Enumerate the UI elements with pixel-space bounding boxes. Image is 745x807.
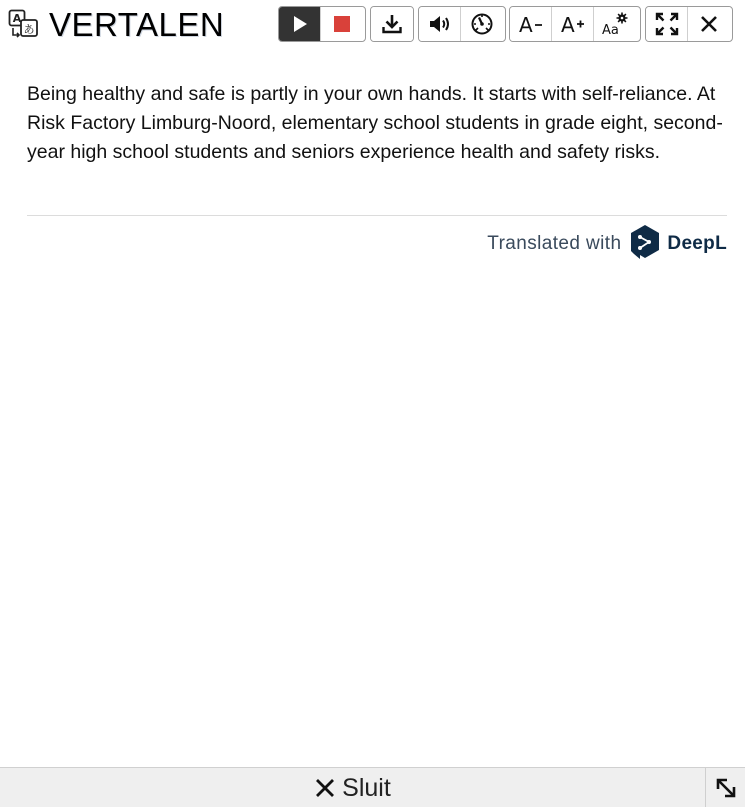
fullscreen-icon (655, 12, 679, 36)
download-button[interactable] (371, 7, 413, 41)
stop-icon (333, 15, 351, 33)
window-group (645, 6, 733, 42)
volume-icon (428, 13, 452, 35)
download-icon (381, 13, 403, 35)
svg-text:Aa: Aa (602, 23, 619, 37)
panel-title (8, 8, 224, 42)
attribution-prefix: Translated with (487, 233, 622, 254)
playback-group (278, 6, 366, 42)
translate-icon (8, 9, 40, 41)
download-group (370, 6, 414, 42)
volume-button[interactable] (419, 7, 461, 41)
svg-text:A: A (12, 12, 22, 25)
svg-text:A: A (560, 13, 575, 35)
speed-gauge-icon (470, 12, 494, 36)
font-group (509, 6, 641, 42)
font-increase-button[interactable] (552, 7, 594, 41)
text-settings-icon (601, 11, 629, 37)
close-bar-label: Sluit (342, 774, 391, 802)
play-button[interactable] (279, 7, 321, 41)
font-decrease-button[interactable] (510, 7, 552, 41)
resize-arrow-icon (714, 776, 738, 800)
text-settings-button[interactable] (594, 7, 636, 41)
panel-title-text: VERTALEN (49, 6, 225, 43)
deepl-logo-icon (629, 224, 661, 265)
panel-footer (0, 767, 745, 807)
font-increase-icon (560, 13, 586, 35)
content-divider (27, 215, 727, 216)
panel-header (0, 0, 745, 52)
resize-button[interactable] (705, 768, 745, 807)
font-decrease-icon (518, 13, 544, 35)
stop-button[interactable] (321, 7, 363, 41)
svg-text:A: A (518, 13, 533, 35)
close-x-icon (314, 777, 336, 799)
svg-text:あ: あ (23, 23, 35, 36)
deepl-attribution[interactable] (487, 225, 727, 263)
close-panel-button[interactable] (688, 7, 730, 41)
deepl-brand: DeepL (667, 233, 727, 254)
close-icon (699, 14, 719, 34)
translated-text: Being healthy and safe is partly in your own hands. It starts with self-reliance. At Risk Factory Limburg-Noord, elementary school students in grade eight, second-year high school students and seniors experience health and safety risks. (27, 83, 723, 163)
play-icon (291, 14, 309, 34)
close-bar-button[interactable] (0, 768, 705, 807)
fullscreen-button[interactable] (646, 7, 688, 41)
audio-group (418, 6, 506, 42)
speed-button[interactable] (461, 7, 503, 41)
